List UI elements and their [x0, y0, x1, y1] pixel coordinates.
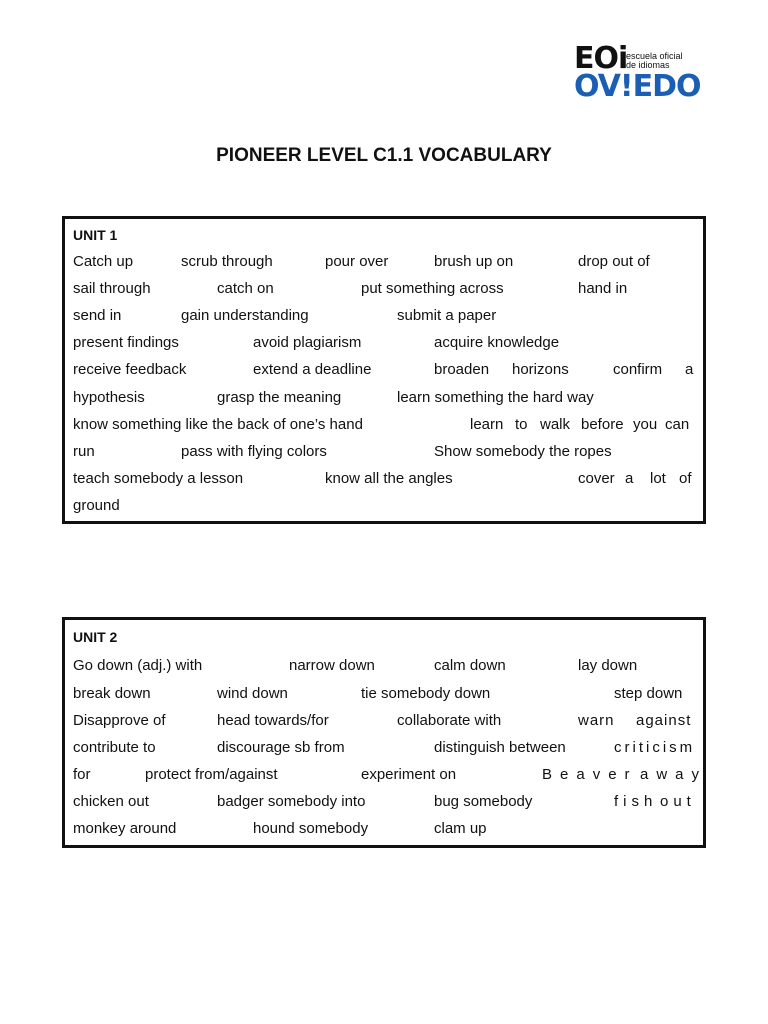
- vocab-item: away: [640, 766, 708, 783]
- vocab-item: Disapprove of: [73, 712, 166, 729]
- vocab-item: hypothesis: [73, 389, 145, 406]
- vocab-line: [73, 657, 693, 677]
- vocab-item: drop out of: [578, 253, 650, 270]
- page-title: PIONEER LEVEL C1.1 VOCABULARY: [216, 145, 552, 166]
- vocab-item: extend a deadline: [253, 361, 372, 378]
- vocab-item: run: [73, 443, 95, 460]
- vocab-item: warn: [578, 712, 615, 729]
- vocab-line: [73, 497, 693, 517]
- vocab-item: Beaver: [542, 766, 638, 783]
- vocab-item: distinguish between: [434, 739, 566, 756]
- vocab-item: experiment on: [361, 766, 457, 783]
- vocab-line: [73, 793, 696, 813]
- vocab-item: of: [679, 470, 692, 487]
- vocab-item: narrow down: [289, 657, 375, 674]
- vocab-item: hand in: [578, 280, 628, 297]
- vocab-line: [73, 307, 693, 327]
- vocab-item: hound somebody: [253, 820, 369, 837]
- vocab-item: gain understanding: [181, 307, 309, 324]
- vocab-item: badger somebody into: [217, 793, 366, 810]
- vocab-item: grasp the meaning: [217, 389, 342, 406]
- unit-1-box: [62, 216, 706, 524]
- vocab-item: present findings: [73, 334, 179, 351]
- vocab-item: fish: [614, 793, 658, 810]
- vocab-item: calm down: [434, 657, 506, 674]
- vocab-line: [73, 766, 708, 786]
- vocab-line: [73, 712, 693, 732]
- vocab-item: break down: [73, 685, 151, 702]
- vocab-item: know something like the back of one’s hand: [73, 416, 363, 433]
- vocab-item: scrub through: [181, 253, 273, 270]
- vocab-item: you: [633, 416, 658, 433]
- logo-tagline-2: de idiomas: [626, 60, 670, 70]
- vocab-line: [73, 280, 693, 300]
- vocab-item: before: [581, 416, 624, 433]
- vocab-item: acquire knowledge: [434, 334, 560, 351]
- vocab-item: horizons: [512, 361, 569, 378]
- vocab-item: Show somebody the ropes: [434, 443, 612, 460]
- vocab-item: put something across: [361, 280, 504, 297]
- vocab-item: collaborate with: [397, 712, 502, 729]
- vocab-item: lay down: [578, 657, 638, 674]
- vocab-line: [73, 685, 693, 705]
- vocab-item: Go down (adj.) with: [73, 657, 203, 674]
- logo-eoi-text: EOi: [574, 41, 628, 76]
- eoi-oviedo-logo: [574, 41, 704, 104]
- vocab-line: [73, 389, 693, 409]
- vocab-item: can: [665, 416, 690, 433]
- vocab-line: [73, 253, 693, 273]
- vocab-item: discourage sb from: [217, 739, 345, 756]
- vocab-item: tie somebody down: [361, 685, 491, 702]
- logo-oviedo-text: OV!EDO: [574, 69, 701, 104]
- vocab-item: cover: [578, 470, 615, 487]
- vocab-item: lot: [650, 470, 666, 487]
- unit-1-label: UNIT 1: [73, 227, 118, 243]
- vocab-item: a: [685, 361, 694, 378]
- logo-tagline-1: escuela oficial: [626, 51, 683, 61]
- vocab-item: contribute to: [73, 739, 156, 756]
- vocab-item: walk: [540, 416, 571, 433]
- vocab-item: protect from/against: [145, 766, 278, 783]
- vocab-item: teach somebody a lesson: [73, 470, 244, 487]
- vocab-item: out: [660, 793, 696, 810]
- vocab-item: monkey around: [73, 820, 177, 837]
- vocab-item: bug somebody: [434, 793, 533, 810]
- vocab-item: pass with flying colors: [181, 443, 327, 460]
- vocab-item: know all the angles: [325, 470, 453, 487]
- vocab-item: Catch up: [73, 253, 134, 270]
- vocab-item: step down: [614, 685, 683, 702]
- vocab-item: criticism: [614, 739, 696, 756]
- vocab-item: avoid plagiarism: [253, 334, 362, 351]
- vocab-item: against: [636, 712, 692, 729]
- vocab-item: pour over: [325, 253, 389, 270]
- vocab-item: broaden: [434, 361, 490, 378]
- vocab-item: for: [73, 766, 91, 783]
- vocab-item: head towards/for: [217, 712, 329, 729]
- vocab-line: [73, 820, 693, 840]
- vocab-line: [73, 470, 693, 490]
- vocab-item: sail through: [73, 280, 151, 297]
- vocab-item: wind down: [217, 685, 288, 702]
- vocab-item: confirm: [613, 361, 663, 378]
- unit-2-label: UNIT 2: [73, 629, 118, 645]
- vocab-item: catch on: [217, 280, 274, 297]
- vocab-line: [73, 443, 693, 463]
- vocab-item: chicken out: [73, 793, 149, 810]
- unit-2-box: [62, 617, 706, 848]
- vocab-item: send in: [73, 307, 122, 324]
- vocab-line: [73, 739, 696, 759]
- vocab-item: to: [515, 416, 528, 433]
- vocab-item: submit a paper: [397, 307, 497, 324]
- vocab-item: clam up: [434, 820, 487, 837]
- vocab-item: learn something the hard way: [397, 389, 594, 406]
- vocab-line: [73, 416, 693, 436]
- vocab-item: receive feedback: [73, 361, 187, 378]
- vocab-item: a: [625, 470, 634, 487]
- vocab-line: [73, 334, 693, 354]
- vocab-item: brush up on: [434, 253, 514, 270]
- vocab-line: [73, 361, 693, 381]
- vocab-item: learn: [470, 416, 504, 433]
- vocab-item: ground: [73, 497, 120, 514]
